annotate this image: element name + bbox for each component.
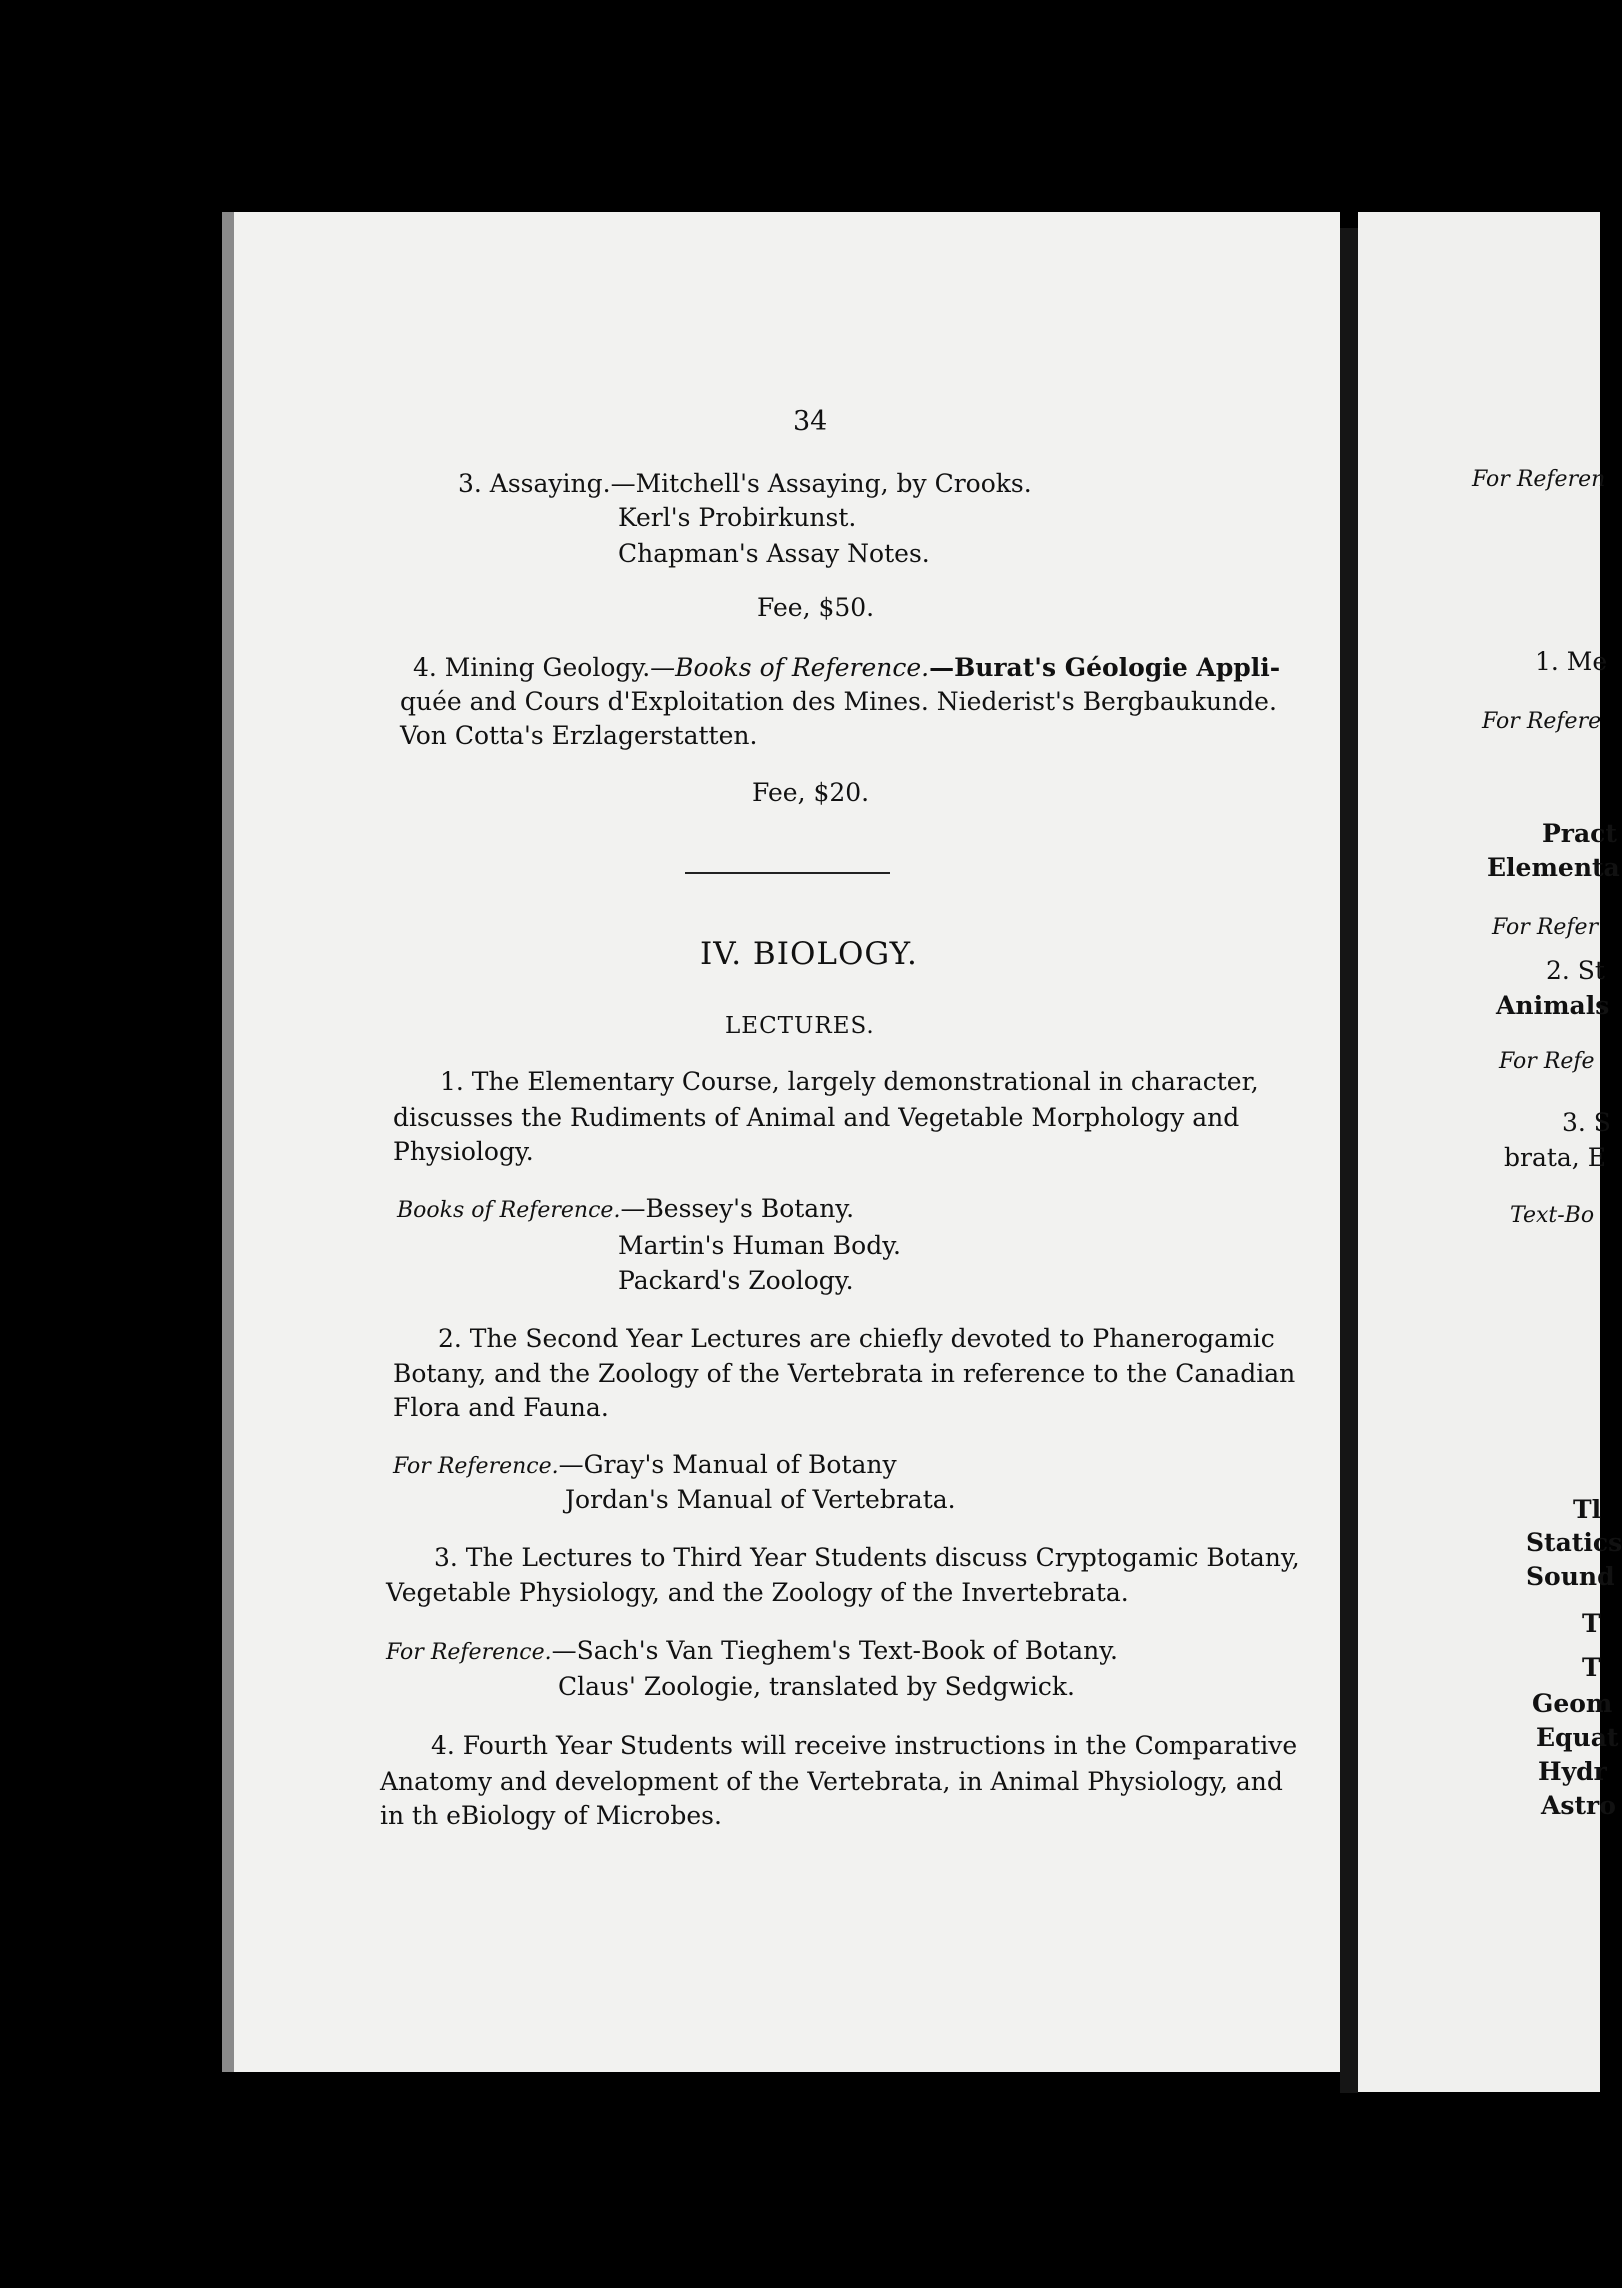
p4-line-3: in th eBiology of Microbes. — [380, 1801, 722, 1830]
p2-line-2: Botany, and the Zoology of the Vertebrata in reference to the Canadian — [393, 1359, 1296, 1388]
page-number: 34 — [793, 406, 828, 437]
mining-line-3: Von Cotta's Erzlagerstatten. — [400, 721, 758, 750]
ref2-label: For Reference. — [393, 1454, 559, 1479]
p4-line-2: Anatomy and development of the Vertebrata, in Animal Physiology, and — [380, 1767, 1283, 1796]
ref2-item-1: —Gray's Manual of Botany — [558, 1450, 897, 1479]
right-fragment-16: T — [1582, 1609, 1601, 1638]
right-fragment-4: Pract — [1542, 819, 1617, 848]
lectures-subheading: LECTURES. — [725, 1013, 875, 1039]
ref2-line-1 — [393, 1449, 897, 1483]
ref3-label: For Reference. — [386, 1640, 552, 1665]
mining-lead: 4. Mining Geology.— — [413, 653, 676, 682]
right-fragment-11: brata, E — [1504, 1143, 1606, 1172]
mining-line-2: quée and Cours d'Exploitation des Mines. Niederist's Bergbaukunde. — [400, 687, 1277, 716]
ref1-item-2: Martin's Human Body. — [618, 1231, 901, 1260]
right-fragment-21: Astro — [1541, 1791, 1616, 1820]
section-title: IV. BIOLOGY. — [700, 936, 918, 972]
right-fragment-20: Hydr — [1538, 1757, 1607, 1786]
ref1-item-1: —Bessey's Botany. — [620, 1194, 855, 1223]
right-fragment-7: 2. St — [1546, 956, 1605, 985]
ref2-item-2: Jordan's Manual of Vertebrata. — [565, 1485, 956, 1514]
mining-fee: Fee, $20. — [752, 778, 870, 807]
right-fragment-5: Elementa — [1487, 853, 1620, 882]
ref1-line-1 — [397, 1193, 854, 1227]
p1-line-1: 1. The Elementary Course, largely demonstrational in character, — [440, 1067, 1259, 1096]
ref1-label: Books of Reference. — [397, 1198, 621, 1223]
right-fragment-1: For Referen — [1472, 467, 1606, 492]
assaying-fee: Fee, $50. — [757, 593, 875, 622]
right-fragment-9: For Refe — [1499, 1049, 1595, 1074]
right-fragment-8: Animals — [1496, 991, 1610, 1020]
assaying-ref-1: Kerl's Probirkunst. — [618, 503, 857, 532]
p4-line-1: 4. Fourth Year Students will receive instructions in the Comparative — [431, 1731, 1298, 1760]
right-fragment-3: For Refere — [1482, 709, 1602, 734]
right-fragment-6: For Refer — [1492, 915, 1599, 940]
right-fragment-12: Text-Bo — [1510, 1203, 1595, 1228]
section-divider — [685, 872, 890, 874]
right-fragment-15: Sound — [1526, 1562, 1615, 1591]
assaying-heading: 3. Assaying.—Mitchell's Assaying, by Crooks. — [458, 469, 1032, 498]
right-fragment-2: 1. Me — [1535, 647, 1608, 676]
p3-line-2: Vegetable Physiology, and the Zoology of the Invertebrata. — [386, 1578, 1129, 1607]
ref1-item-3: Packard's Zoology. — [618, 1266, 854, 1295]
right-fragment-17: T — [1582, 1653, 1601, 1682]
right-fragment-14: Statics — [1526, 1528, 1622, 1557]
right-fragment-13: Tl — [1573, 1495, 1602, 1524]
assaying-ref-2: Chapman's Assay Notes. — [618, 539, 930, 568]
book-gutter — [1340, 228, 1358, 2093]
p2-line-1: 2. The Second Year Lectures are chiefly devoted to Phanerogamic — [438, 1324, 1275, 1353]
right-fragment-18: Geom — [1532, 1689, 1613, 1718]
ref3-item-1: —Sach's Van Tieghem's Text-Book of Botany. — [551, 1636, 1118, 1665]
p3-line-1: 3. The Lectures to Third Year Students discuss Cryptogamic Botany, — [434, 1543, 1300, 1572]
mining-ref-label: Books of Reference. — [675, 653, 930, 682]
mining-line-1 — [413, 652, 1280, 684]
right-fragment-19: Equat — [1536, 1723, 1619, 1752]
ref3-item-2: Claus' Zoologie, translated by Sedgwick. — [558, 1672, 1076, 1701]
mining-ref-text: —Burat's Géologie Appli- — [929, 653, 1281, 682]
p1-line-3: Physiology. — [393, 1137, 534, 1166]
p2-line-3: Flora and Fauna. — [393, 1393, 609, 1422]
right-fragment-10: 3. S — [1562, 1108, 1611, 1137]
ref3-line-1 — [386, 1635, 1118, 1669]
p1-line-2: discusses the Rudiments of Animal and Vegetable Morphology and — [393, 1103, 1240, 1132]
